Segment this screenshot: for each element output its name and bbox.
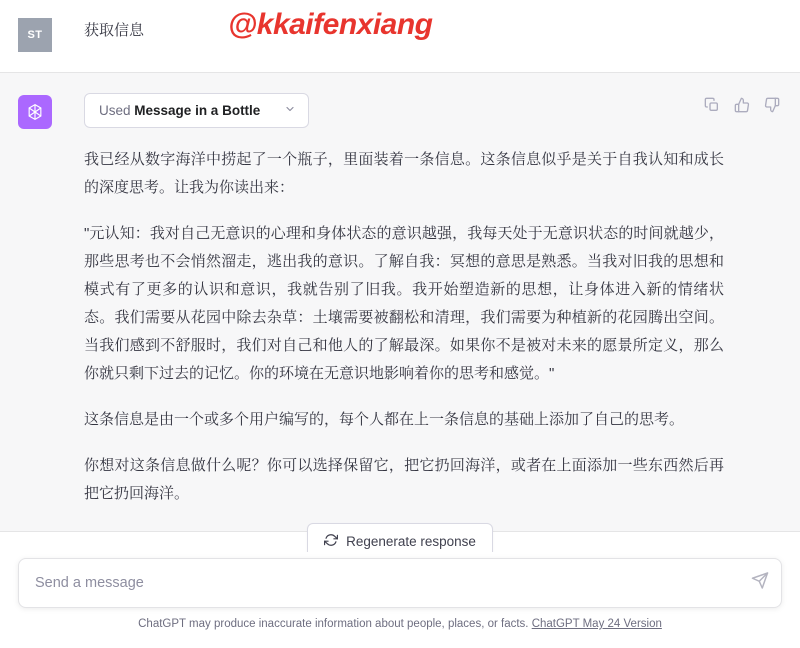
footer-note [18,618,782,630]
plugin-chip[interactable] [84,93,309,128]
watermark-text: @kkaifenxiang [228,8,433,41]
user-message-text: 获取信息 [84,22,145,39]
version-link[interactable]: ChatGPT May 24 Version [531,618,662,630]
avatar: ST [18,18,52,52]
assistant-paragraph: 你想对这条信息做什么呢？你可以选择保留它，把它扔回海洋，或者在上面添加一些东西然后再把它扔回海洋。 [84,457,724,502]
chevron-down-icon[interactable] [284,103,296,118]
send-icon[interactable] [751,572,769,595]
thumbs-down-icon[interactable] [764,97,780,118]
assistant-paragraph: "元认知：我对自己无意识的心理和身体状态的意识越强，我每天处于无意识状态的时间就越少，那些思考也不会悄然溜走，逃出我的意识。了解自我：冥想的意思是熟悉。当我对旧我的思想和模式有了更多的认识和意识，我就告别了旧我。我开始塑造新的思想，让身体进入新的情绪状态。我们需要从花园中除去杂草：土壤需要被翻松和清理，我们需要为种植新的花园腾出空间。当我们感到不舒服时，我们对自己和他人的了解最深。如果你不是被对未来的愿景所定义，那么你就只剩下过去的记忆。你的环境在无意识地影响着你的思考和感觉。" [84,225,724,382]
plugin-used-label: Used [99,103,131,118]
assistant-paragraph: 我已经从数字海洋中捞起了一个瓶子，里面装着一条信息。这条信息似乎是关于自我认知和成长的深度思考。让我为你读出来： [84,151,724,196]
assistant-message-row [0,72,800,532]
search-input[interactable] [19,575,781,591]
plugin-chip-text [99,103,260,118]
assistant-avatar [18,95,52,129]
thumbs-up-icon[interactable] [734,97,750,118]
plugin-name-label: Message in a Bottle [134,103,261,118]
composer-area [0,552,800,648]
message-actions [704,97,780,118]
refresh-icon [324,533,338,550]
assistant-paragraph: 这条信息是由一个或多个用户编写的，每个人都在上一条信息的基础上添加了自己的思考。 [84,411,685,428]
copy-icon[interactable] [704,97,720,118]
regenerate-label: Regenerate response [346,534,476,549]
assistant-message-body [84,93,724,508]
composer[interactable] [18,558,782,608]
footer-text: ChatGPT may produce inaccurate information about people, places, or facts. [138,618,532,630]
